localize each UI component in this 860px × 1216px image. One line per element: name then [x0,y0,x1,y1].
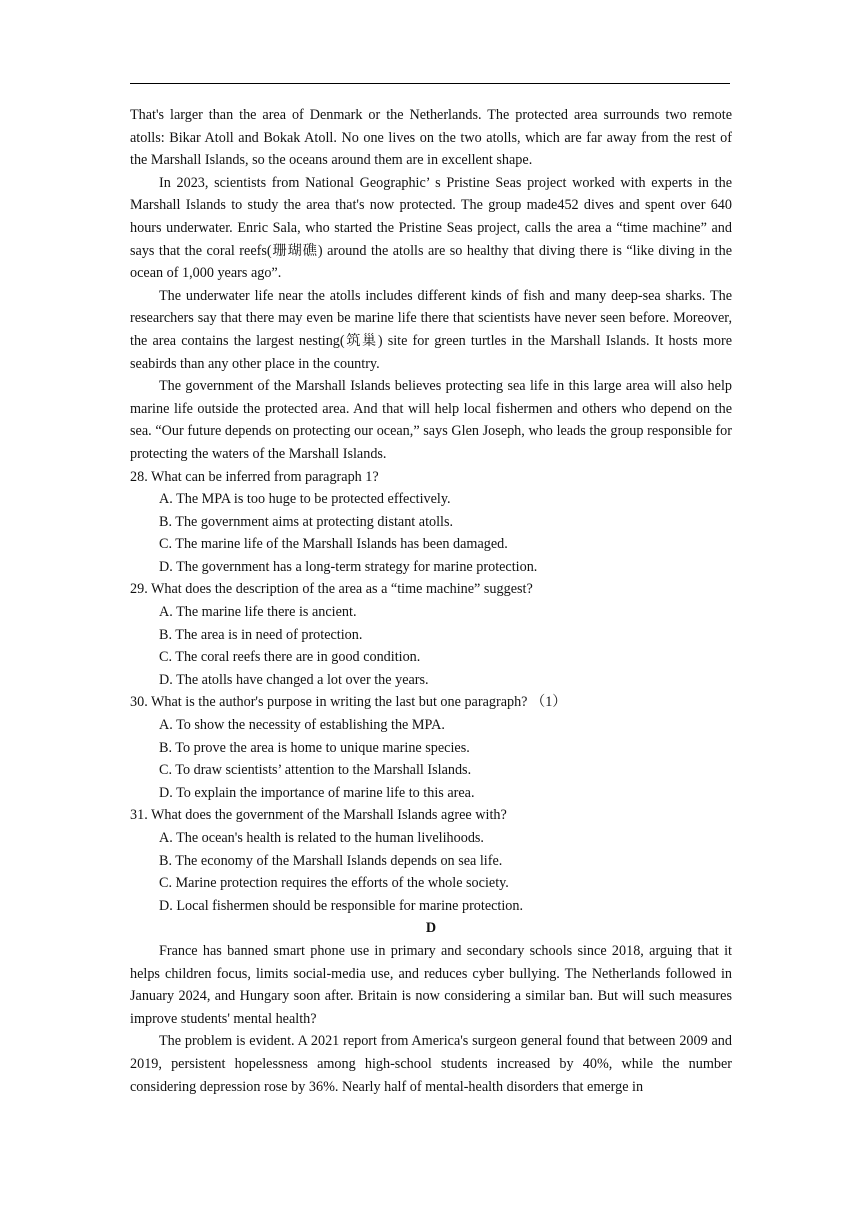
passage-c-paragraph-4: The government of the Marshall Islands believes protecting sea life in this large area will also help marine life outside the protected area. And that will help local fishermen and others who depend on the sea. “Our future depends on protecting our ocean,” says Glen Joseph, who leads the group responsible for protecting the waters of the Marshall Islands. [130,378,732,462]
passage-d [130,917,732,1098]
passage-d-paragraph-2: The problem is evident. A 2021 report from America's surgeon general found that between 2009 and 2019, persistent hopelessness among high-school students increased by 40%, while the number considering depression rose by 36%. Nearly half of mental-health disorders that emerge in [130,1033,732,1095]
header-rule [130,83,730,84]
option-a: A. To show the necessity of establishing the MPA. [159,717,445,734]
option-a: A. The MPA is too huge to be protected effectively. [159,491,451,508]
option-d: D. The atolls have changed a lot over the years. [159,671,429,688]
passage-c-paragraph-2: In 2023, scientists from National Geographic’ s Pristine Seas project worked with experts in the Marshall Islands to study the area that's now protected. The group made452 dives and spent over 640 hours underwater. Enric Sala, who started the Pristine Seas project, calls the area a “time machine” and says that the coral reefs(珊瑚礁) around the atolls are so healthy that diving there is “like diving in the ocean of 1,000 years ago”. [130,174,732,282]
section-label: D [425,920,437,937]
passage-c-paragraph-1: That's larger than the area of Denmark or the Netherlands. The protected area surrounds two remote atolls: Bikar Atoll and Bokak Atoll. No one lives on the two atolls, which are far away from the rest of the Marshall Islands, so the oceans around them are in excellent shape. [130,107,732,169]
document-body [130,104,732,1098]
question-stem: 31. What does the government of the Marshall Islands agree with? [130,807,507,824]
question-28 [130,466,732,579]
option-b: B. The economy of the Marshall Islands depends on sea life. [159,852,503,869]
passage-c [130,104,732,466]
option-c: C. Marine protection requires the efforts of the whole society. [159,875,509,892]
option-b: B. To prove the area is home to unique marine species. [159,739,470,756]
passage-c-paragraph-3: The underwater life near the atolls includes different kinds of fish and many deep-sea sharks. The researchers say that there may even be marine life there that scientists have never seen before. Moreover, the area contains the largest nesting(筑巢) site for green turtles in the Marshall Islands. It hosts more seabirds than any other place in the country. [130,287,732,372]
question-stem: 30. What is the author's purpose in writing the last but one paragraph? （1） [130,694,567,711]
question-stem: 29. What does the description of the area as a “time machine” suggest? [130,581,533,598]
option-d: D. To explain the importance of marine life to this area. [159,784,475,801]
question-29 [130,578,732,691]
option-c: C. The marine life of the Marshall Islands has been damaged. [159,536,508,553]
question-30 [130,691,732,804]
option-d: D. The government has a long-term strategy for marine protection. [159,558,538,575]
option-a: A. The ocean's health is related to the human livelihoods. [159,830,484,846]
option-b: B. The area is in need of protection. [159,626,363,643]
question-31 [130,804,732,917]
option-c: C. To draw scientists’ attention to the Marshall Islands. [159,762,472,779]
option-d: D. Local fishermen should be responsible for marine protection. [159,897,524,914]
option-b: B. The government aims at protecting distant atolls. [159,513,454,530]
option-a: A. The marine life there is ancient. [159,604,357,621]
passage-d-paragraph-1: France has banned smart phone use in primary and secondary schools since 2018, arguing that it helps children focus, limits social-media use, and reduces cyber bullying. The Netherlands followed in January 2024, and Hungary soon after. Britain is now considering a similar ban. But will such measures improve students' mental health? [130,942,732,1027]
option-c: C. The coral reefs there are in good condition. [159,649,421,666]
question-stem: 28. What can be inferred from paragraph 1? [130,468,379,485]
